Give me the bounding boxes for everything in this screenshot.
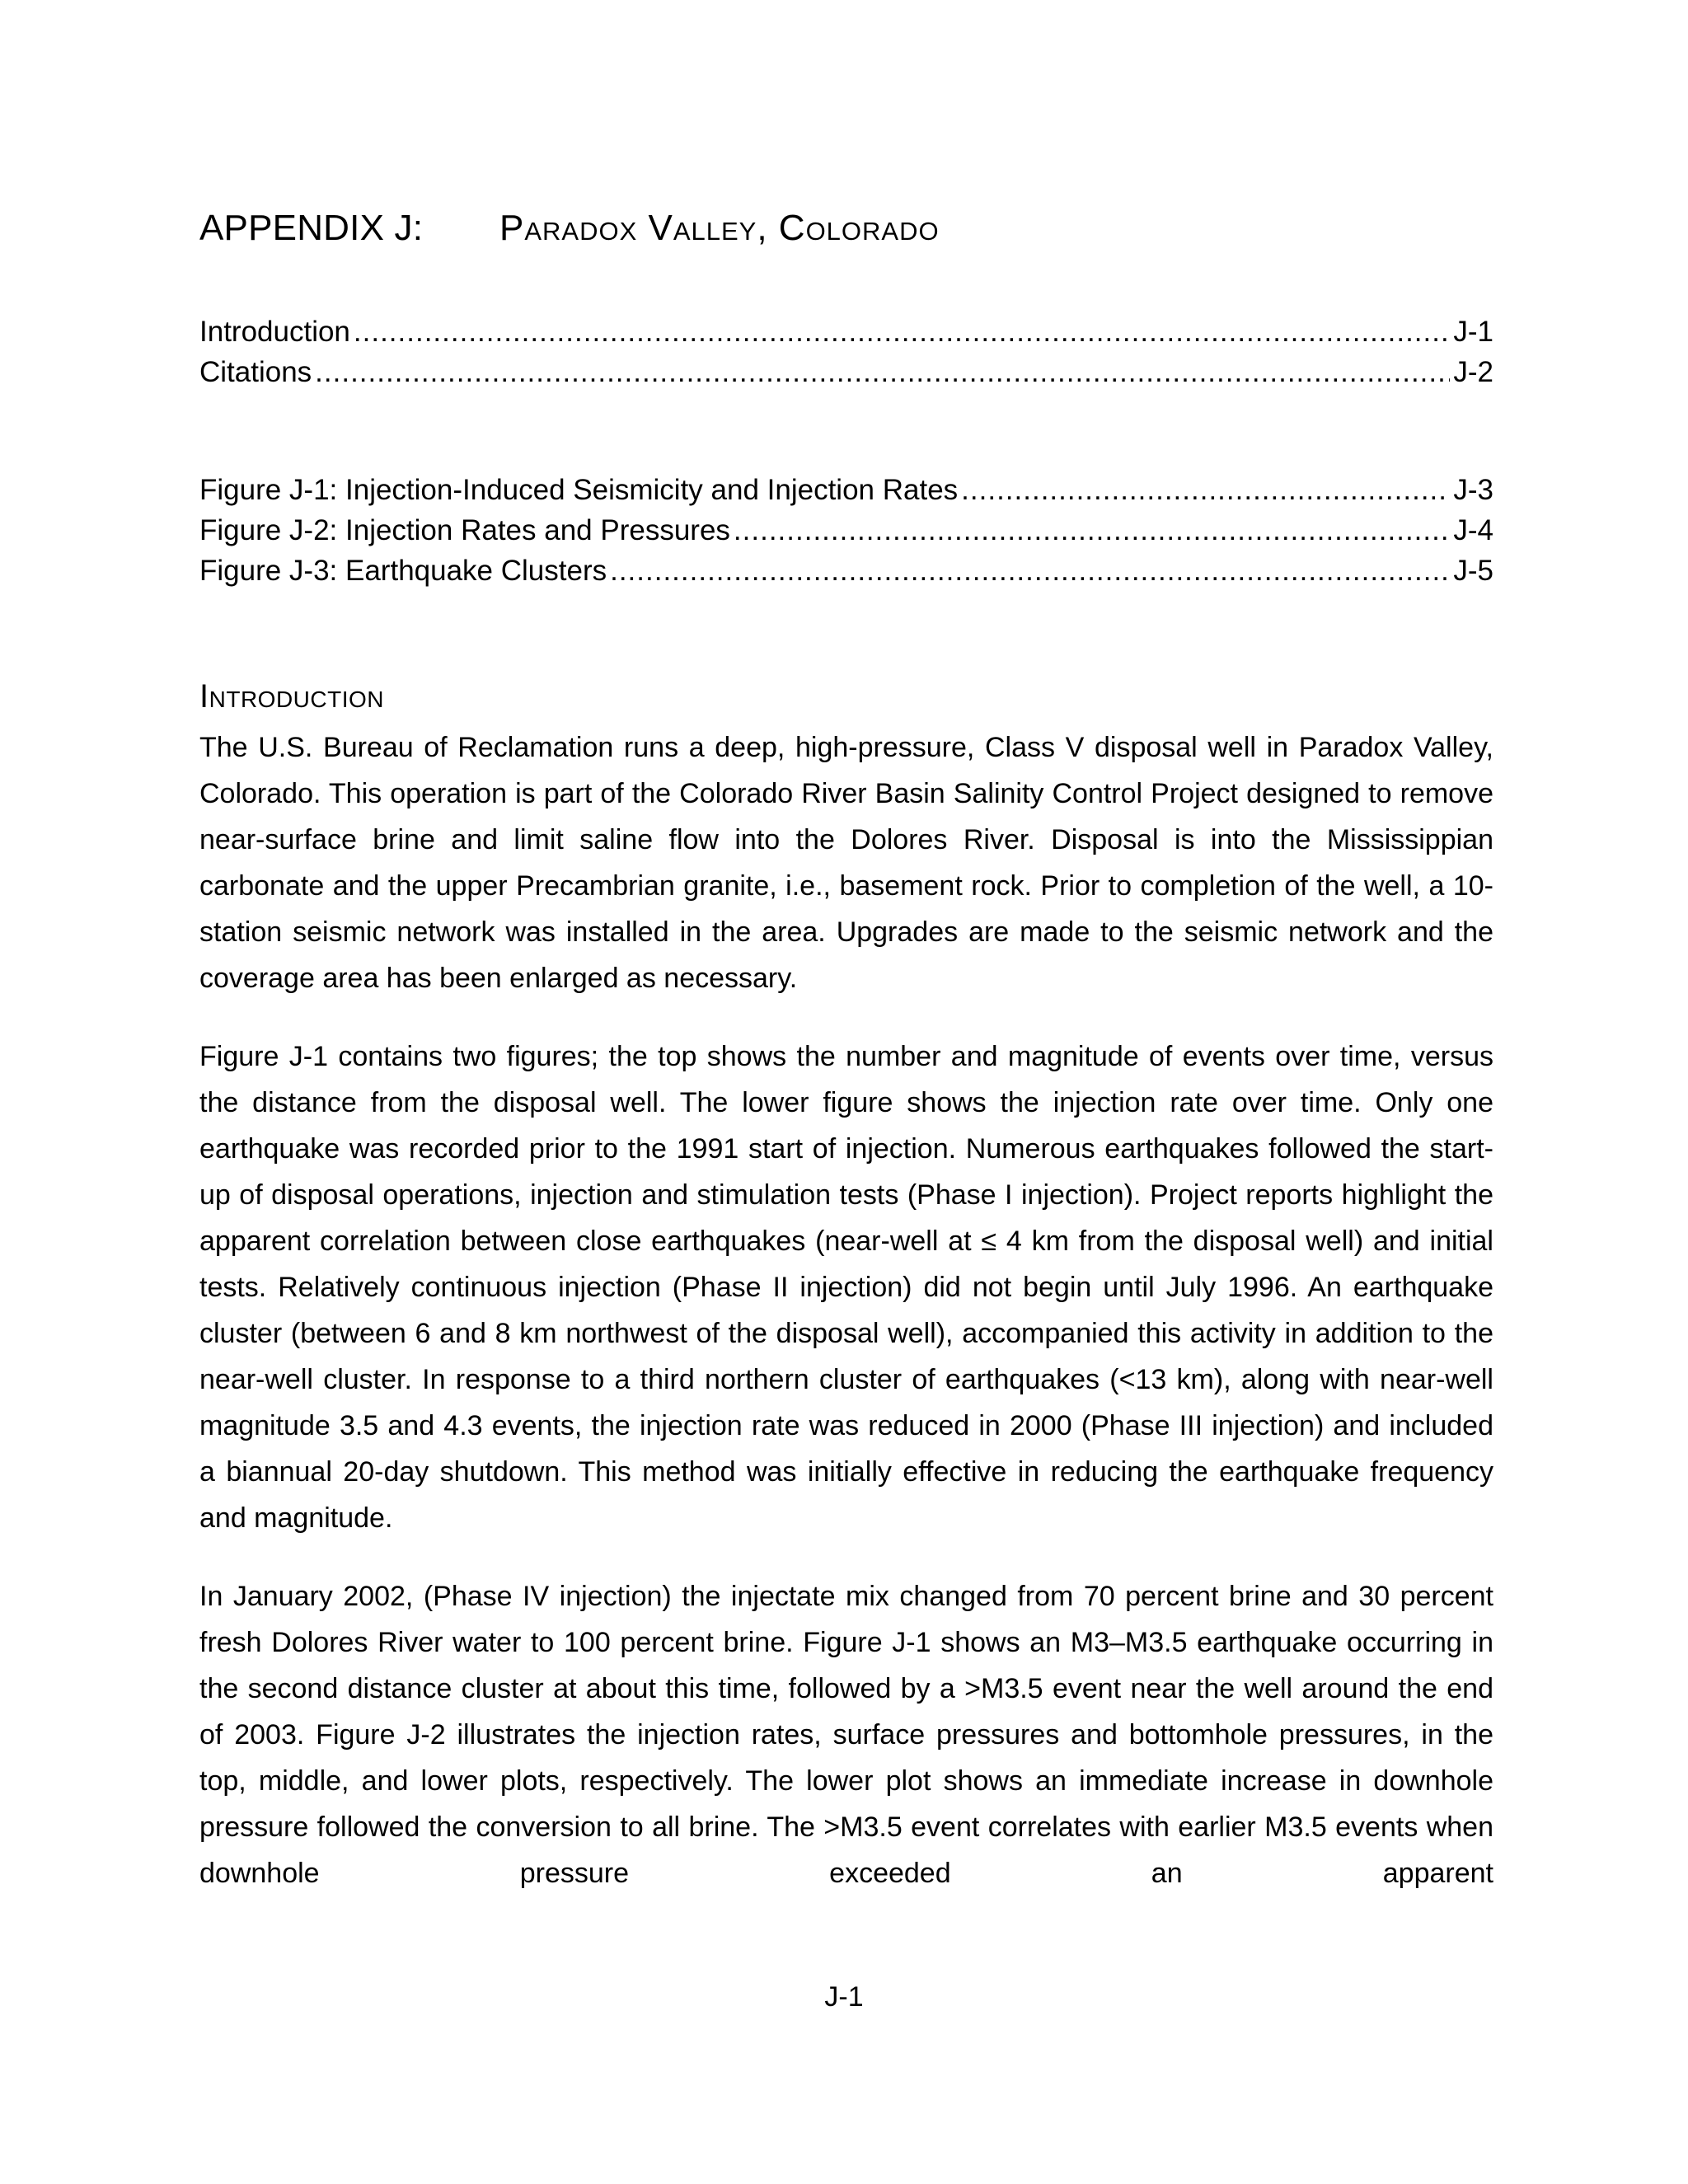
appendix-label: APPENDIX J: (199, 208, 424, 248)
toc-leader-dots (734, 510, 1450, 551)
introduction-paragraph-2: Figure J-1 contains two figures; the top shows the number and magnitude of events over time, versus the distance from the disposal well. The lower figure shows the injection rate over time. Only one earthquake was recorded prior to the 1991 start of injection. Numerous earthquakes followed the start-up of disposal operations, injection and stimulation tests (Phase I injection). Project reports highlight the apparent correlation between close earthquakes (near-well at ≤ 4 km from the disposal well) and initial tests. Relatively continuous injection (Phase II injection) did not begin until July 1996. An earthquake cluster (between 6 and 8 km northwest of the disposal well), accompanied this activity in addition to the near-well cluster. In response to a third northern cluster of earthquakes (<13 km), along with near-well magnitude 3.5 and 4.3 events, the injection rate was reduced in 2000 (Phase III injection) and included a biannual 20-day shutdown. This method was initially effective in reducing the earthquake frequency and magnitude. (199, 1041, 1493, 1534)
toc-entry-label: Figure J-3: Earthquake Clusters (199, 555, 607, 587)
appendix-name: Paradox Valley, Colorado (499, 208, 940, 248)
introduction-paragraph-3: In January 2002, (Phase IV injection) the injectate mix changed from 70 percent brine and 30 percent fresh Dolores River water to 100 percent brine. Figure J-1 shows an M3–M3.5 earthquake occurring in the second distance cluster at about this time, followed by a >M3.5 event near the well around the end of 2003. Figure J-2 illustrates the injection rates, surface pressures and bottomhole pressures, in the top, middle, and lower plots, respectively. The lower plot shows an immediate increase in downhole pressure followed the conversion to all brine. The >M3.5 event correlates with earlier M3.5 events when downhole pressure exceeded an apparent (199, 1581, 1493, 1889)
toc-entry-label: Figure J-1: Injection-Induced Seismicity and Injection Rates (199, 474, 959, 506)
toc-leader-dots (315, 352, 1450, 392)
toc-entry-figure-j3[interactable] (199, 551, 1493, 591)
toc-entry-label: Figure J-2: Injection Rates and Pressures (199, 514, 730, 546)
toc-entry-label: Citations (199, 356, 312, 388)
page-number: J-1 (824, 1981, 864, 2013)
toc-entry-introduction[interactable] (199, 312, 1493, 352)
toc-entry-page: J-2 (1453, 356, 1493, 388)
introduction-paragraph-1: The U.S. Bureau of Reclamation runs a deep, high-pressure, Class V disposal well in Paradox Valley, Colorado. This operation is part of the Colorado River Basin Salinity Control Project designed to remove near-surface brine and limit saline flow into the Dolores River. Disposal is into the Mississippian carbonate and the upper Precambrian granite, i.e., basement rock. Prior to completion of the well, a 10-station seismic network was installed in the area. Upgrades are made to the seismic network and the coverage area has been enlarged as necessary. (199, 732, 1493, 994)
toc-entry-figure-j1[interactable] (199, 470, 1493, 510)
toc-entry-figure-j2[interactable] (199, 510, 1493, 551)
toc-figures (199, 470, 1493, 591)
page-content (199, 208, 1493, 1896)
toc-leader-dots (961, 470, 1450, 510)
toc-leader-dots (610, 551, 1450, 591)
toc-entry-label: Introduction (199, 316, 350, 348)
toc-entry-citations[interactable] (199, 352, 1493, 392)
toc-entry-page: J-5 (1453, 555, 1493, 587)
toc-entry-page: J-1 (1453, 316, 1493, 348)
toc-entry-page: J-4 (1453, 514, 1493, 546)
toc-entry-page: J-3 (1453, 474, 1493, 506)
toc-sections (199, 312, 1493, 392)
table-of-contents (199, 312, 1493, 591)
toc-leader-dots (354, 312, 1450, 352)
introduction-heading: Introduction (199, 678, 384, 715)
appendix-title (199, 208, 1493, 257)
